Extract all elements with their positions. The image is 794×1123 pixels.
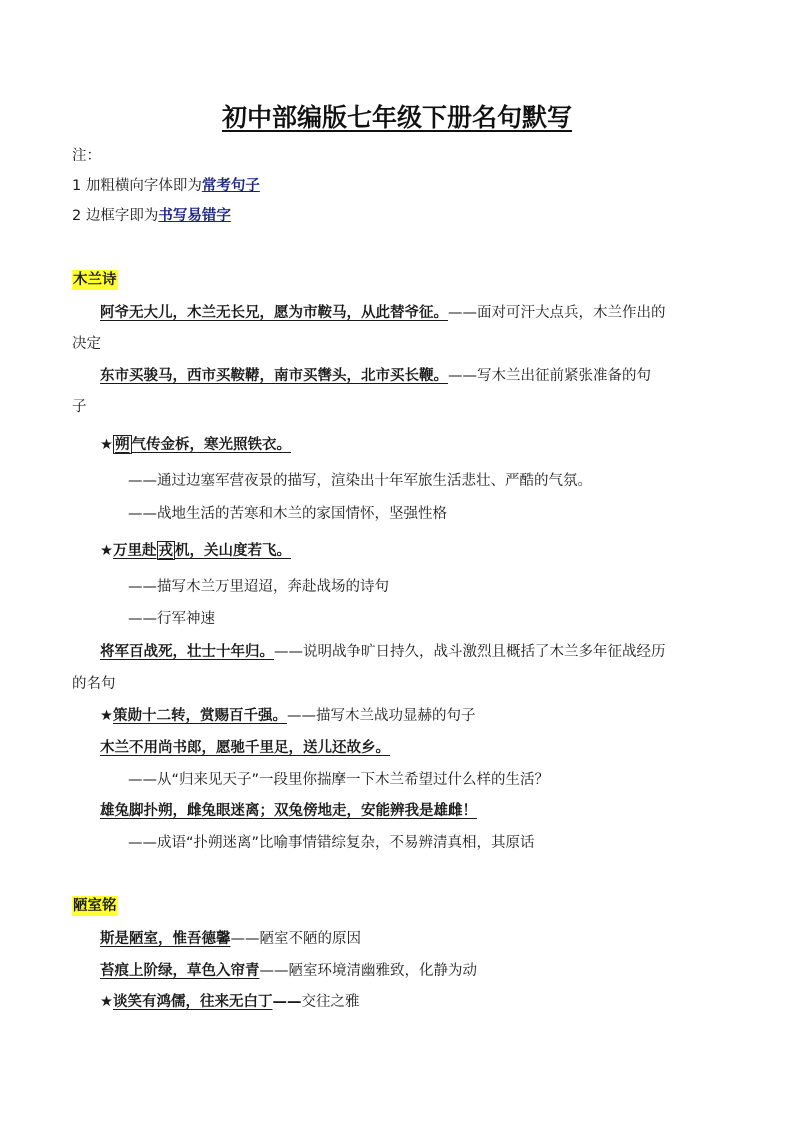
star-icon: ★ [100, 437, 113, 453]
mulan-quote-3-note-2: ——战地生活的苦寒和木兰的家国情怀，坚强性格 [128, 506, 447, 522]
note-label: 注： [72, 148, 101, 164]
mulan-quote-1-wrap: 决定 [72, 336, 101, 352]
mulan-quote-7 [100, 738, 390, 758]
quote-text: 机，关山度若飞。 [175, 542, 291, 559]
quote-desc: ——写木兰出征前紧张准备的句 [448, 368, 651, 384]
quote-desc: ——面对可汗大点兵，木兰作出的 [448, 305, 666, 321]
note-1-text: 1 加粗横向字体即为 [72, 178, 202, 194]
mulan-quote-4-note-1: ——描写木兰万里迢迢，奔赴战场的诗句 [128, 579, 389, 595]
quote-dash: —— [272, 994, 302, 1010]
note-1-link[interactable]: 常考句子 [201, 178, 260, 194]
loushi-quote-2 [100, 961, 477, 981]
quote-text: 木兰不用尚书郎，愿驰千里足，送儿还故乡。 [100, 739, 390, 756]
star-icon: ★ [100, 994, 113, 1010]
mulan-quote-4-note-2: ——行军神速 [128, 611, 215, 627]
quote-text: 万里赴 [113, 542, 157, 559]
note-2-link[interactable]: 书写易错字 [158, 208, 231, 224]
quote-text: 苔痕上阶绿，草色入帘青 [100, 962, 260, 979]
error-prone-char-box: 朔 [115, 436, 130, 453]
loushi-quote-3 [100, 992, 360, 1012]
quote-desc: ——描写木兰战功显赫的句子 [287, 708, 476, 724]
quote-text: 阿爷无大儿，木兰无长兄，愿为市鞍马，从此替爷征。 [100, 304, 448, 321]
star-icon: ★ [100, 708, 113, 724]
note-2 [72, 206, 231, 226]
mulan-quote-7-note: ——从“归来见天子”一段里你揣摩一下木兰希望过什么样的生活？ [128, 772, 550, 788]
quote-text: 将军百战死，壮士十年归。 [100, 643, 274, 660]
quote-text: 气传金柝，寒光照铁衣。 [131, 436, 291, 453]
note-1 [72, 176, 260, 196]
mulan-quote-5 [100, 642, 666, 662]
quote-desc: 交往之雅 [301, 994, 360, 1010]
mulan-quote-2 [100, 366, 651, 386]
section-heading-mulan: 木兰诗 [73, 272, 117, 288]
mulan-quote-4 [100, 541, 291, 561]
mulan-quote-3 [100, 435, 291, 455]
quote-desc: ——陋室不陋的原因 [230, 931, 361, 947]
mulan-quote-8 [100, 801, 477, 821]
mulan-quote-6 [100, 706, 476, 726]
mulan-quote-1 [100, 303, 666, 323]
note-2-text: 2 边框字即为 [72, 208, 159, 224]
error-prone-char-box: 戎 [158, 542, 173, 559]
mulan-quote-5-wrap: 的名句 [72, 676, 116, 692]
quote-desc: ——陋室环境清幽雅致，化静为动 [259, 963, 477, 979]
quote-desc: ——说明战争旷日持久，战斗激烈且概括了木兰多年征战经历 [274, 644, 666, 660]
quote-text: 雄兔脚扑朔，雌兔眼迷离；双兔傍地走，安能辨我是雄雌！ [100, 802, 477, 819]
mulan-quote-8-note: ——成语“扑朔迷离”比喻事情错综复杂，不易辨清真相，其原话 [128, 835, 535, 851]
quote-text: 东市买骏马，西市买鞍鞯，南市买辔头，北市买长鞭。 [100, 367, 448, 384]
mulan-quote-3-note-1: ——通过边塞军营夜景的描写，渲染出十年军旅生活悲壮、严酷的气氛。 [128, 473, 592, 489]
quote-text: 谈笑有鸿儒，往来无白丁 [113, 993, 273, 1010]
section-heading-loushi: 陋室铭 [73, 898, 117, 914]
star-icon: ★ [100, 543, 113, 559]
mulan-quote-2-wrap: 子 [72, 399, 87, 415]
quote-text: 策勋十二转，赏赐百千强。 [113, 707, 287, 724]
loushi-quote-1 [100, 929, 361, 949]
page-title: 初中部编版七年级下册名句默写 [221, 103, 572, 132]
quote-text: 斯是陋室，惟吾德馨 [100, 930, 231, 947]
